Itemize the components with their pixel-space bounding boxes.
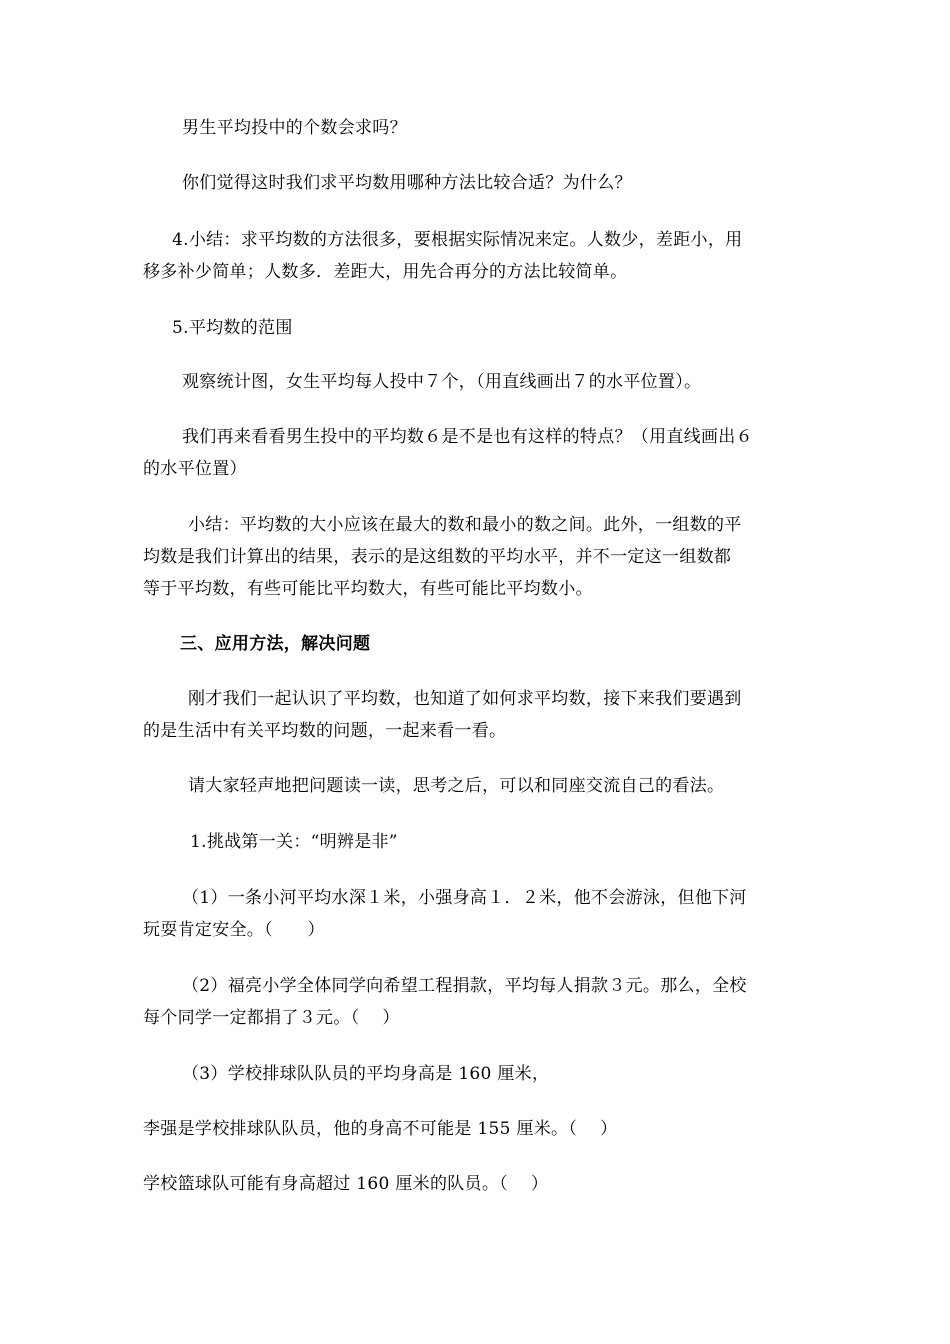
summary-range-line-3: 等于平均数，有些可能比平均数大，有些可能比平均数小。 [143,579,593,599]
paragraph-intro-line-1: 刚才我们一起认识了平均数，也知道了如何求平均数，接下来我们要遇到 [188,689,742,709]
question-1-line-2: 玩耍肯定安全。（ ） [143,920,325,940]
paragraph-method-question: 你们觉得这时我们求平均数用哪种方法比较合适？为什么？ [182,173,632,193]
section-heading-3: 三、应用方法，解决问题 [180,634,371,654]
summary-4-line-2: 移多补少简单；人数多．差距大，用先合再分的方法比较简单。 [143,262,628,282]
section-5-title: 5.平均数的范围 [172,318,293,338]
summary-range-line-1: 小结：平均数的大小应该在最大的数和最小的数之间。此外，一组数的平 [188,515,742,535]
question-2-line-2: 每个同学一定都捐了３元。（ ） [143,1008,400,1028]
paragraph-boys-average: 男生平均投中的个数会求吗？ [182,118,407,138]
question-3-statement-b: 学校篮球队可能有身高超过 160 厘米的队员。（ ） [143,1174,549,1194]
paragraph-boys-check-line-2: 的水平位置） [143,459,247,479]
challenge-1-title: 1.挑战第一关：“明辨是非” [190,832,398,852]
paragraph-read-question: 请大家轻声地把问题读一读，思考之后，可以和同座交流自己的看法。 [188,776,725,796]
question-2-line-1: （2）福亮小学全体同学向希望工程捐款，平均每人捐款３元。那么，全校 [182,976,747,996]
summary-4-line-1: 4.小结：求平均数的方法很多，要根据实际情况来定。人数少，差距小，用 [172,230,743,250]
question-1-line-1: （1）一条小河平均水深１米，小强身高１．２米，他不会游泳，但他下河 [182,888,747,908]
summary-range-line-2: 均数是我们计算出的结果，表示的是这组数的平均水平，并不一定这一组数都 [143,547,732,567]
paragraph-boys-check-line-1: 我们再来看看男生投中的平均数６是不是也有这样的特点？（用直线画出６ [182,427,753,447]
question-3: （3）学校排球队队员的平均身高是 160 厘米， [182,1064,550,1084]
paragraph-intro-line-2: 的是生活中有关平均数的问题，一起来看一看。 [143,721,507,741]
question-3-statement-a: 李强是学校排球队队员，他的身高不可能是 155 厘米。（ ） [143,1119,618,1139]
paragraph-observe-chart: 观察统计图，女生平均每人投中７个，（用直线画出７的水平位置）。 [182,372,702,392]
